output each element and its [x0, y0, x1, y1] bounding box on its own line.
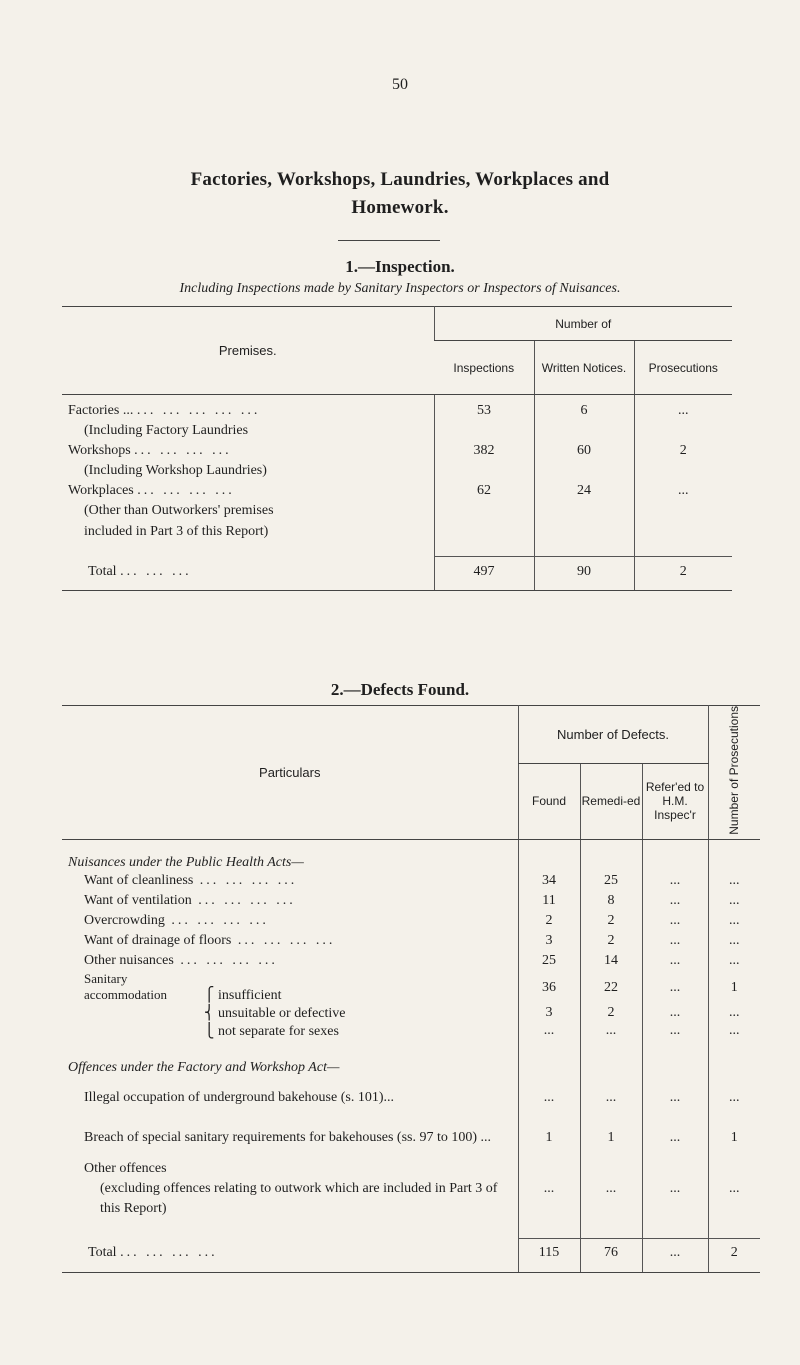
workplaces-prosecutions: ...: [634, 481, 732, 501]
cell-remedied: ...: [580, 1158, 642, 1220]
cell-pros: ...: [708, 1078, 760, 1118]
total-prosecutions: 2: [634, 557, 732, 587]
cell-pros: ...: [708, 891, 760, 911]
cell-referred: ...: [642, 971, 708, 1004]
row-workplaces-sub: (Other than Outworkers' premises: [84, 502, 274, 518]
cell-remedied: 2: [580, 911, 642, 931]
row-workplaces-label: Workplaces ... ... ... ...: [68, 482, 235, 498]
cell-referred: ...: [642, 951, 708, 971]
workplaces-inspections: 62: [434, 481, 534, 501]
page-number: 50: [392, 76, 408, 93]
section2-heading: 2.—Defects Found.: [330, 680, 470, 699]
workshops-notices: 60: [534, 441, 634, 461]
col-particulars: Particulars: [62, 706, 518, 840]
cell-found: 3: [518, 931, 580, 951]
col-referred: Refer'ed to H.M. Inspec'r: [642, 764, 708, 840]
cell-pros: ...: [708, 931, 760, 951]
inspection-table: [62, 306, 732, 591]
cell-remedied: ...: [580, 1022, 642, 1040]
cell-found: 11: [518, 891, 580, 911]
cell-remedied: ...: [580, 1078, 642, 1118]
cell-found: ...: [518, 1158, 580, 1220]
factories-notices: 6: [534, 401, 634, 421]
total-remedied: 76: [580, 1238, 642, 1268]
cell-referred: ...: [642, 1004, 708, 1022]
col-number-of-defects: Number of Defects.: [518, 706, 708, 764]
cell-referred: ...: [642, 1022, 708, 1040]
sanitary-accommodation-label: Sanitary accommodation: [84, 971, 168, 1003]
cell-referred: ...: [642, 1078, 708, 1118]
cell-referred: ...: [642, 871, 708, 891]
table-row: [62, 1022, 760, 1040]
row-factories-label: Factories ... ... ... ... ... ...: [68, 402, 261, 418]
cell-pros: ...: [708, 1158, 760, 1220]
cell-pros: ...: [708, 871, 760, 891]
cell-found: 36: [518, 971, 580, 1004]
col-found: Found: [518, 764, 580, 840]
cell-referred: ...: [642, 1118, 708, 1158]
cell-found: ...: [518, 1022, 580, 1040]
cell-found: 1: [518, 1118, 580, 1158]
col-number-of-prosecutions: Number of Prosecutions: [708, 706, 760, 840]
cell-referred: ...: [642, 1158, 708, 1220]
offence-row-label: Breach of special sanitary requirements for bakehouses (ss. 97 to 100) ...: [84, 1130, 492, 1146]
total-notices: 90: [534, 557, 634, 587]
table-row: [62, 1004, 760, 1022]
cell-found: 34: [518, 871, 580, 891]
workshops-inspections: 382: [434, 441, 534, 461]
table-row: [62, 1158, 760, 1220]
col-remedied: Remedi-ed: [580, 764, 642, 840]
cell-referred: ...: [642, 891, 708, 911]
section1-subheading: Including Inspections made by Sanitary Inspectors or Inspectors of Nuisances.: [179, 281, 621, 296]
row-label: Want of ventilation ... ... ... ...: [84, 893, 296, 909]
table-row: [62, 951, 760, 971]
factories-inspections: 53: [434, 401, 534, 421]
row-workshops-sub: (Including Workshop Laundries): [84, 462, 267, 478]
sanitary-row-label: Sanitary accommodation ⎧ insufficient: [84, 971, 282, 1004]
total-referred: ...: [642, 1238, 708, 1268]
workshops-prosecutions: 2: [634, 441, 732, 461]
table-row: [62, 1118, 760, 1158]
cell-pros: 1: [708, 971, 760, 1004]
cell-found: 3: [518, 1004, 580, 1022]
cell-remedied: 2: [580, 931, 642, 951]
cell-referred: ...: [642, 911, 708, 931]
cell-pros: ...: [708, 1022, 760, 1040]
sanitary-row-label: ⎩ not separate for sexes: [204, 1023, 339, 1039]
table-row: [62, 891, 760, 911]
cell-remedied: 2: [580, 1004, 642, 1022]
row-label: Other nuisances ... ... ... ...: [84, 953, 278, 969]
cell-found: ...: [518, 1078, 580, 1118]
col-number-of: Number of: [434, 307, 732, 341]
col-prosecutions: Prosecutions: [634, 341, 732, 395]
cell-pros: ...: [708, 951, 760, 971]
row-label: Want of drainage of floors ... ... ... ...: [84, 933, 336, 949]
col-inspections: Inspections: [434, 341, 534, 395]
table-row: [62, 931, 760, 951]
section1-heading: 1.—Inspection.: [345, 257, 455, 276]
row-factories-sub: (Including Factory Laundries: [84, 422, 249, 438]
offence-row-label: Other offences (excluding offences relating to outwork which are included in Part 3 of this Report): [84, 1161, 498, 1217]
total-found: 115: [518, 1238, 580, 1268]
cell-found: 25: [518, 951, 580, 971]
row-label: Want of cleanliness ... ... ... ...: [84, 873, 298, 889]
col-written-notices: Written Notices.: [534, 341, 634, 395]
page-title: [0, 166, 800, 222]
row-label: Overcrowding ... ... ... ...: [84, 913, 269, 929]
cell-pros: ...: [708, 1004, 760, 1022]
table-row: [62, 871, 760, 891]
title-divider: [338, 240, 440, 241]
cell-remedied: 25: [580, 871, 642, 891]
defects-table: [62, 705, 760, 1273]
table-row: [62, 911, 760, 931]
cell-referred: ...: [642, 931, 708, 951]
sanitary-row-label: ⎨ unsuitable or defective: [204, 1005, 346, 1021]
table-row: [62, 1078, 760, 1118]
cell-found: 2: [518, 911, 580, 931]
defects-total-label: Total ... ... ... ...: [88, 1245, 218, 1261]
total-inspections: 497: [434, 557, 534, 587]
title-line-1: Factories, Workshops, Laundries, Workplaces and: [190, 169, 610, 190]
cell-remedied: 8: [580, 891, 642, 911]
group1-heading: Nuisances under the Public Health Acts—: [68, 855, 304, 871]
table-row: [62, 971, 760, 1004]
workplaces-notices: 24: [534, 481, 634, 501]
cell-remedied: 14: [580, 951, 642, 971]
cell-remedied: 1: [580, 1118, 642, 1158]
offence-row-label: Illegal occupation of underground bakehouse (s. 101)...: [84, 1090, 394, 1106]
group2-heading: Offences under the Factory and Workshop Act—: [68, 1060, 340, 1076]
factories-prosecutions: ...: [634, 401, 732, 421]
col-premises: Premises.: [62, 307, 434, 395]
row-workshops-label: Workshops ... ... ... ...: [68, 442, 232, 458]
row-workplaces-sub2: included in Part 3 of this Report): [84, 523, 269, 539]
total-label: Total ... ... ...: [88, 563, 192, 579]
cell-remedied: 22: [580, 971, 642, 1004]
total-prosecutions-2: 2: [708, 1238, 760, 1268]
cell-pros: 1: [708, 1118, 760, 1158]
cell-pros: ...: [708, 911, 760, 931]
title-line-2: Homework.: [351, 197, 449, 218]
